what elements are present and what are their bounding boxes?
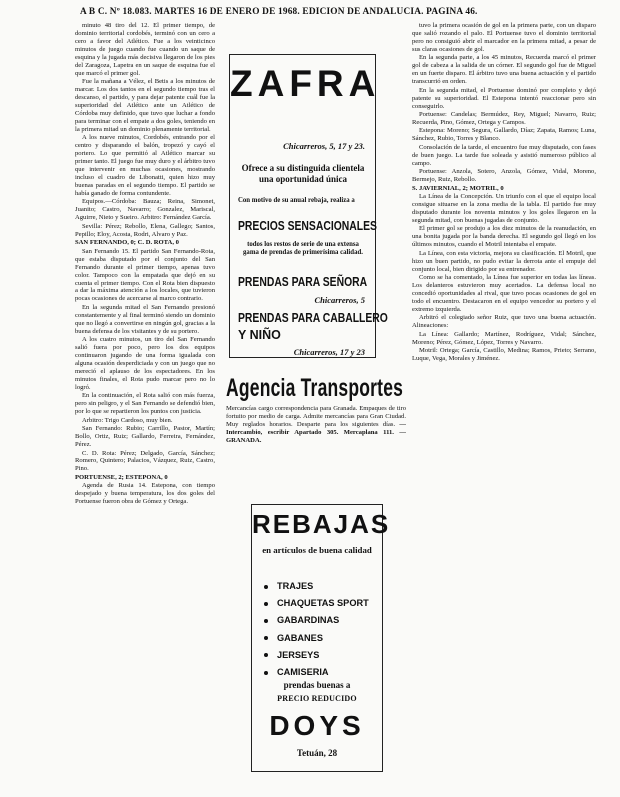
left-article-paragraph: A los nueve minutos, Cordobés, entrando por el centro y disparando el balón, tropezó y cayó el portero. Lo que permitió al Atlético marcar su primer tanto. El juego fue muy duro y el árbitro tuvo que intervenir en muchas ocasiones, mostrando incluso el cuadro de Libonatti, quien hizo muy buenas paradas en el segundo tiempo. El partido se había ganado de forma contundente. (75, 134, 215, 198)
zafra-description: todos los restos de serie de una extensa gama de prendas de primerísima calidad. (243, 241, 363, 256)
page-header: A B C. Nº 18.083. MARTES 16 DE ENERO DE 1968. EDICION DE ANDALUCIA. PAGINA 46. (80, 7, 478, 17)
rebajas-item-label: CAMISERIA (277, 667, 329, 678)
right-article-column (412, 22, 596, 770)
zafra-address-senora: Chicarreros, 5 (314, 295, 365, 305)
right-article-paragraph: La Línea: Gallardo; Martínez, Rodríguez, Vidal; Sánchez, Moreno; Pérez, Gómez, López, Torres y Navarro. (412, 330, 596, 346)
zafra-offer: Ofrece a su distinguida clientela una oportunidad única (241, 163, 365, 184)
right-article-paragraph: Consolación de la tarde, el encuentro fue muy disputado, con fases de buen juego. La tarde fue soleada y asistió numeroso público al campo. (412, 143, 596, 167)
left-article-paragraph: Agenda de Rusia 14. Estepona, con tiempo despejado y buena temperatura, los dos goles del Portuense fueron obra de Gómez y Ortega. (75, 482, 215, 506)
right-article-paragraph: Como se ha comentado, la Línea fue superior en todas las líneas. Los delanteros estuvieron muy acertados. La defensa local no concedió oportunidades al rival, que tuvo pocas ocasiones de gol en todo el encuentro. Destacaron en el equipo vencedor su portero y el extremo izquierda. (412, 274, 596, 313)
rebajas-item-label: CHAQUETAS SPORT (277, 598, 369, 609)
left-article-heading: SAN FERNANDO, 0; C. D. ROTA, 0 (75, 239, 179, 247)
left-article-paragraph: C. D. Rota: Pérez; Delgado, García, Sánchez; Romero, Quintero; Palacios, Vázquez, Ruiz, Castro, Pino. (75, 449, 215, 473)
doys-address: Tetuán, 28 (296, 748, 338, 758)
left-article-paragraph: San Fernando: Rubio; Carrillo, Pastor, Martín; Bollo, Ortiz, Ruiz; Gallardo, Ferreira, Fernández, Pérez. (75, 425, 215, 449)
bullet-icon (264, 636, 268, 640)
rebajas-tagline: prendas buenas a (283, 680, 351, 690)
zafra-motivo: Con motivo de su anual rebaja, realiza a (238, 197, 355, 204)
left-article-column (75, 22, 215, 767)
bullet-icon (264, 671, 268, 675)
left-article-paragraph: Sevilla: Pérez; Rebollo, Elena, Gallego; Santos, Pepillo; Eloy, Acosta, Rodri, Alvaro y Paz. (75, 222, 215, 238)
right-article-paragraph: La Línea, con esta victoria, mejora su clasificación. El Motril, que hizo un buen partido, no pudo evitar la derrota ante el empuje del conjunto local, bien dirigido por su entrenador. (412, 249, 596, 273)
right-article-paragraph: En la segunda mitad, el Portuense dominó por completo y dejó patente su superioridad. El Estepona intentó reaccionar pero sin conseguirlo. (412, 86, 596, 110)
rebajas-item (264, 578, 369, 595)
agencia-intercambio: — Intercambio, escribir Apartado 305. (226, 421, 406, 436)
bullet-icon (264, 619, 268, 623)
left-article-paragraph: A los cuatro minutos, un tiro del San Fernando salió fuera por poco, pero los dos equipos continuaron jugando de una forma igualada con alguna ocasión desperdiciada y con un juego que no mereció el aplauso de los espectadores. En los minutos finales, el Rota pudo marcar pero no lo logró. (75, 336, 215, 391)
rebajas-subtitle: en artículos de buena calidad (262, 545, 372, 555)
right-article-paragraph: El primer gol se produjo a los diez minutos de la reanudación, en una bonita jugada por la banda derecha. El segundo gol llegó en los últimos minutos, cuando el Motril intentaba el empate. (412, 225, 596, 249)
right-article-heading: S. JAVIERNIAL, 2; MOTRIL, 0 (412, 184, 504, 192)
zafra-prendas-caballero: PRENDAS PARA CABALLERO (238, 311, 388, 325)
agencia-contact: Mercaplana 111. — GRANADA. (226, 429, 406, 444)
agencia-transportes-title: Agencia Transportes (226, 374, 404, 402)
right-article-paragraph: tuvo la primera ocasión de gol en la primera parte, con un disparo que salió rozando el palo. El Portuense tuvo el dominio territorial pero no consiguió abrir el marcador en la primera mitad, a pesar de sus claras ocasiones de gol. (412, 22, 596, 53)
zafra-title: ZAFRA (230, 63, 381, 104)
zafra-nino: Y NIÑO (238, 328, 281, 342)
left-article-paragraph: En la segunda mitad el San Fernando presionó constantemente y al final terminó siendo un dominio que no llegó a convertirse en ningún gol, gracias a la buena defensa de los visitantes y de su portero. (75, 303, 215, 335)
zafra-prendas-senora: PRENDAS PARA SEÑORA (238, 275, 368, 289)
rebajas-item-label: JERSEYS (277, 649, 320, 660)
left-article-paragraph: Equipos.—Córdoba: Bauza; Reina, Simonet, Juanito; Castro, Navarro; Gonzalez, Mariscal, Aguirre, Nieto y Sueiro. Arbitro: Fernández García. (75, 198, 215, 222)
rebajas-item (264, 612, 369, 629)
right-article-paragraph: Portuense: Candelas; Bermúdez, Rey, Miguel; Navarro, Ruiz; Recuerda, Pino, Gómez, Ortega y Campos. (412, 110, 596, 126)
left-article-paragraph: Fue la mañana a Vélez, el Betis a los minutos de marcar. Los dos tantos en el segundo tiempo tras el descanso, el partido, y para dejar patente cuál fue la superioridad del Atlético ante un Atlético de Córdoba muy definido, que tuvo que luchar a fondo para terminar con el empate a dos goles, teniendo en la primera mitad un dominio plenamente territorial. (75, 78, 215, 133)
rebajas-item (264, 647, 369, 664)
right-article-paragraph: La Línea de la Concepción. Un triunfo con el que el equipo local consigue situarse en la zona media de la tabla. El partido fue muy disputado durante los noventa minutos y los goles llegaron en la segunda mitad, con buenas jugadas de conjunto. (412, 193, 596, 224)
bullet-icon (264, 653, 268, 657)
bullet-icon (264, 602, 268, 606)
right-article-paragraph: Arbitró el colegiado señor Ruiz, que tuvo una buena actuación. Alineaciones: (412, 314, 596, 330)
left-article-paragraph: minuto 48 tiro del 12. El primer tiempo, de dominio territorial cordobés, terminó con un cero a cero a favor del Atlético. Fue a los veinticinco minutos de juego cuando fue cuando un saque de esquina y la jugada más decisiva llegaron de los pies del Zaragoza, Lapetra en un saque de esquina fue el que marcó el primer gol. (75, 22, 215, 77)
agencia-body-text: Mercancías cargo correspondencia para Granada. Empaques de tiro fortuito por medio de carga. Admite mercancías para Gran Ciudad. Muy reglados horarios. Desparte para los siguientes días. (226, 405, 406, 428)
rebajas-item (264, 630, 369, 647)
right-article-paragraph: Motril: Ortega; García, Castillo, Medina; Ramos, Prieto; Serrano, Luque, Vega, Morales y Jiménez. (412, 347, 596, 363)
zafra-precios-heading: PRECIOS SENSACIONALES (238, 219, 377, 233)
left-article-paragraph: En la continuación, el Rota salió con más fuerza, pero sin peligro, y el San Fernando se defendió bien, por lo que se repartieron los puntos con justicia. (75, 392, 215, 416)
rebajas-item (264, 595, 369, 612)
right-article-paragraph: Portuense: Anzola, Sotero, Anzola, Gómez, Vidal, Moreno, Bermejo, Ruiz, Rebollo. (412, 168, 596, 184)
rebajas-doys-advertisement (251, 504, 391, 772)
right-article-paragraph: Estepona: Moreno; Segura, Gallardo, Díaz; Zapata, Ramos; Luna, Sánchez, Rubio, Torres y Blanco. (412, 127, 596, 143)
rebajas-precio-reducido: PRECIO REDUCIDO (277, 694, 357, 703)
left-article-paragraph: Arbitro: Trigo Cardoso, muy bien. (82, 416, 173, 424)
zafra-advertisement (229, 54, 388, 358)
rebajas-item-label: TRAJES (277, 581, 314, 591)
rebajas-item-label: GABANES (277, 632, 323, 643)
right-article-paragraph: En la segunda parte, a los 45 minutos, Recuerda marcó el primer gol de cabeza a la salida de un córner. El segundo gol fue de Miguel en un fuerte disparo. El árbitro tuvo una buena actuación y el partido transcurrió en orden. (412, 54, 596, 86)
rebajas-item-label: GABARDINAS (277, 615, 340, 626)
bullet-icon (264, 585, 268, 589)
rebajas-item-list (264, 578, 369, 681)
zafra-address: Chicarreros, 5, 17 y 23. (283, 141, 365, 151)
zafra-address-caballero: Chicarreros, 17 y 23 (293, 347, 365, 357)
rebajas-title: REBAJAS (252, 509, 391, 539)
left-article-paragraph: San Fernando 15. El partido San Fernando-Rota, que estaba disputado por el conjunto del San Fernando durante el primer tiempo, apenas tuvo color. Tampoco con la empatada que dejó en su cuenta el primer tiempo. Con el Rota bien dispuesto a dar la máxima atención a los locales, que tuvieron pocas ocasiones de acercarse al marco contrario. (75, 247, 215, 303)
agencia-transportes-body (226, 405, 406, 445)
rebajas-item (264, 664, 369, 681)
left-article-heading: PORTUENSE, 2; ESTEPONA, 0 (75, 473, 168, 481)
doys-brand: DOYS (269, 710, 365, 741)
